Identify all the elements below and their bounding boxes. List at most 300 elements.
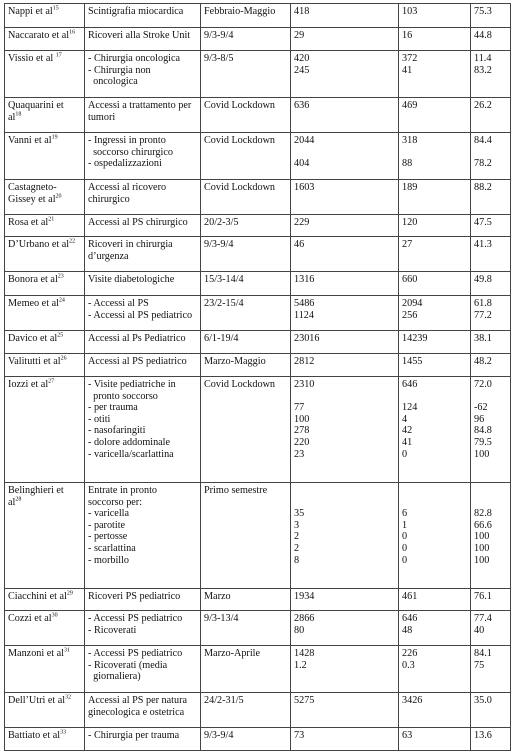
author-cell	[5, 215, 85, 237]
author-cell	[5, 331, 85, 354]
percent-change-cell	[471, 98, 511, 133]
cell-line: 41.3	[474, 239, 492, 250]
cell-line: - Ingressi in pronto	[88, 135, 166, 146]
author-cell	[5, 611, 85, 646]
cell-line: Covid Lockdown	[204, 100, 276, 111]
cell-line: d’urgenza	[88, 250, 129, 262]
cell-line: 79.5	[474, 436, 492, 448]
table-row	[5, 483, 511, 589]
reference-number: 16	[69, 29, 76, 36]
cell-line: 72.0	[474, 379, 492, 390]
cell-line: 61.8	[474, 298, 492, 309]
reference-number: 18	[15, 111, 22, 118]
count-after-cell	[399, 28, 471, 51]
description-cell	[85, 237, 201, 272]
reference-number: 30	[51, 612, 58, 619]
reference-number: 23	[57, 273, 64, 280]
cell-line: 2094	[402, 298, 423, 309]
cell-line: 0	[402, 448, 408, 460]
period-cell	[201, 296, 291, 331]
cell-line	[402, 485, 467, 497]
period-cell	[201, 133, 291, 180]
count-after-cell	[399, 237, 471, 272]
author-text: Naccarato et al	[8, 30, 70, 41]
cell-line: 229	[294, 217, 310, 228]
reference-number: 25	[57, 332, 64, 339]
cell-line: 100	[474, 531, 490, 543]
author-cell	[5, 377, 85, 483]
count-after-cell	[399, 611, 471, 646]
table-row	[5, 215, 511, 237]
count-after-cell	[399, 589, 471, 611]
cell-line: ginecologica e ostetrica	[88, 706, 185, 718]
table-row	[5, 4, 511, 28]
cell-line: 96	[474, 413, 485, 425]
description-cell	[85, 51, 201, 98]
cell-line: Accessi a trattamento per	[88, 100, 192, 111]
description-cell	[85, 331, 201, 354]
cell-line: 461	[402, 591, 418, 602]
cell-line: 1428	[294, 648, 315, 659]
period-cell	[201, 693, 291, 728]
cell-line: 2	[294, 531, 300, 543]
count-before-cell	[291, 611, 399, 646]
cell-line: - dolore addominale	[88, 436, 171, 448]
count-before-cell	[291, 51, 399, 98]
cell-line: 49.8	[474, 274, 492, 285]
cell-line: 100	[294, 413, 310, 425]
cell-line: 120	[402, 217, 418, 228]
percent-change-cell	[471, 483, 511, 589]
description-cell	[85, 272, 201, 296]
period-cell	[201, 28, 291, 51]
description-cell	[85, 133, 201, 180]
table-row	[5, 180, 511, 215]
period-cell	[201, 483, 291, 589]
cell-line: Scintigrafia miocardica	[88, 6, 184, 17]
cell-line: tumori	[88, 111, 116, 123]
cell-line: 4	[402, 413, 408, 425]
period-cell	[201, 354, 291, 377]
reference-number: 28	[15, 496, 22, 503]
cell-line: -62	[474, 402, 488, 414]
cell-line: 77.4	[474, 613, 492, 624]
cell-line	[294, 147, 395, 159]
author-text: Gissey et al	[8, 193, 56, 205]
cell-line: - parotite	[88, 519, 126, 531]
cell-line: 27	[402, 239, 413, 250]
author-text: Cozzi et al	[8, 613, 52, 624]
cell-line: 20/2-3/5	[204, 217, 239, 228]
cell-line: Ricoveri alla Stroke Unit	[88, 30, 191, 41]
count-before-cell	[291, 4, 399, 28]
cell-line: 2812	[294, 356, 315, 367]
percent-change-cell	[471, 133, 511, 180]
cell-line: 84.8	[474, 425, 492, 437]
count-before-cell	[291, 98, 399, 133]
cell-line: - Ricoverati	[88, 624, 137, 636]
cell-line: 2044	[294, 135, 315, 146]
table-row	[5, 589, 511, 611]
cell-line: 278	[294, 425, 310, 437]
cell-line: 1603	[294, 182, 315, 193]
cell-line: 100	[474, 448, 490, 460]
cell-line: Entrate in pronto	[88, 485, 158, 496]
percent-change-cell	[471, 611, 511, 646]
description-cell	[85, 611, 201, 646]
cell-line: - Accessi al PS	[88, 298, 149, 309]
count-before-cell	[291, 331, 399, 354]
cell-line: 100	[474, 554, 490, 566]
cell-line: - Chirurgia per trauma	[88, 730, 180, 741]
count-before-cell	[291, 133, 399, 180]
percent-change-cell	[471, 354, 511, 377]
period-cell	[201, 646, 291, 693]
cell-line: - pertosse	[88, 531, 128, 543]
author-cell	[5, 28, 85, 51]
period-cell	[201, 377, 291, 483]
cell-line: 220	[294, 436, 310, 448]
percent-change-cell	[471, 589, 511, 611]
percent-change-cell	[471, 237, 511, 272]
cell-line: 40	[474, 624, 485, 636]
table-row	[5, 377, 511, 483]
cell-line: 9/3-8/5	[204, 53, 234, 64]
cell-line: Febbraio-Maggio	[204, 6, 276, 17]
table-row	[5, 272, 511, 296]
cell-line: 6/1-19/4	[204, 333, 239, 344]
cell-line: soccorso per:	[88, 496, 143, 508]
cell-line: Visite diabetologiche	[88, 274, 175, 285]
cell-line: 13.6	[474, 730, 492, 741]
period-cell	[201, 215, 291, 237]
cell-line: giornaliera)	[88, 671, 141, 683]
author-text: Quaquarini et	[8, 100, 64, 111]
percent-change-cell	[471, 377, 511, 483]
cell-line: 0.3	[402, 659, 415, 671]
reference-number: 19	[51, 134, 58, 141]
reference-number: 15	[52, 5, 59, 12]
count-after-cell	[399, 331, 471, 354]
cell-line: 14239	[402, 333, 428, 344]
cell-line: - Accessi al PS pediatrico	[88, 309, 193, 321]
cell-line: 29	[294, 30, 305, 41]
cell-line: 11.4	[474, 53, 492, 64]
cell-line: chirurgico	[88, 193, 130, 205]
author-cell	[5, 180, 85, 215]
count-after-cell	[399, 272, 471, 296]
cell-line: - Chirurgia non	[88, 64, 151, 76]
reference-number: 32	[65, 694, 72, 701]
cell-line: Marzo	[204, 591, 231, 602]
author-cell	[5, 483, 85, 589]
table-row	[5, 728, 511, 751]
reference-number: 20	[55, 193, 62, 200]
cell-line: 9/3-9/4	[204, 730, 234, 741]
author-cell	[5, 646, 85, 693]
cell-line: - morbillo	[88, 554, 130, 566]
percent-change-cell	[471, 180, 511, 215]
author-cell	[5, 354, 85, 377]
cell-line: - varicella	[88, 508, 130, 520]
cell-line: soccorso chirurgico	[88, 146, 173, 158]
cell-line: 23	[294, 448, 305, 460]
percent-change-cell	[471, 728, 511, 751]
description-cell	[85, 98, 201, 133]
percent-change-cell	[471, 693, 511, 728]
author-text: Vanni et al	[8, 135, 52, 146]
author-cell	[5, 693, 85, 728]
count-before-cell	[291, 237, 399, 272]
description-cell	[85, 646, 201, 693]
percent-change-cell	[471, 215, 511, 237]
cell-line: - ospedalizzazioni	[88, 158, 162, 170]
cell-line: 26.2	[474, 100, 492, 111]
cell-line: - per trauma	[88, 402, 138, 414]
cell-line: - Chirurgia oncologica	[88, 53, 181, 64]
period-cell	[201, 272, 291, 296]
cell-line	[474, 391, 507, 403]
cell-line: - Accessi PS pediatrico	[88, 613, 183, 624]
cell-line: 9/3-13/4	[204, 613, 239, 624]
cell-line: 189	[402, 182, 418, 193]
cell-line: 80	[294, 624, 305, 636]
cell-line: - Visite pediatriche in	[88, 379, 176, 390]
cell-line	[474, 485, 507, 497]
count-after-cell	[399, 133, 471, 180]
author-text: Davico et al	[8, 333, 58, 344]
cell-line	[474, 497, 507, 509]
table-row	[5, 354, 511, 377]
period-cell	[201, 728, 291, 751]
cell-line: 77.2	[474, 309, 492, 321]
cell-line: 100	[474, 542, 490, 554]
cell-line: 41	[402, 64, 413, 76]
cell-line: 73	[294, 730, 305, 741]
count-before-cell	[291, 483, 399, 589]
period-cell	[201, 611, 291, 646]
description-cell	[85, 215, 201, 237]
cell-line: 6	[402, 508, 408, 520]
cell-line	[294, 391, 395, 403]
count-before-cell	[291, 589, 399, 611]
cell-line: 3	[294, 519, 300, 531]
description-cell	[85, 180, 201, 215]
cell-line: - Accessi PS pediatrico	[88, 648, 183, 659]
count-before-cell	[291, 728, 399, 751]
table-row	[5, 296, 511, 331]
count-after-cell	[399, 483, 471, 589]
cell-line: 9/3-9/4	[204, 239, 234, 250]
cell-line: 245	[294, 64, 310, 76]
cell-line: pronto soccorso	[88, 390, 158, 402]
count-before-cell	[291, 28, 399, 51]
cell-line: Accessi al PS per natura	[88, 695, 188, 706]
cell-line: 1	[402, 519, 408, 531]
count-before-cell	[291, 646, 399, 693]
author-cell	[5, 133, 85, 180]
count-before-cell	[291, 354, 399, 377]
cell-line: - nasofaringiti	[88, 425, 146, 437]
cell-line: 41	[402, 436, 413, 448]
reference-number: 27	[48, 378, 55, 385]
author-text: Ciacchini et al	[8, 591, 67, 602]
count-before-cell	[291, 296, 399, 331]
author-text: al	[8, 111, 16, 123]
cell-line: Covid Lockdown	[204, 135, 276, 146]
cell-line: 660	[402, 274, 418, 285]
cell-line: 2	[294, 542, 300, 554]
count-after-cell	[399, 646, 471, 693]
author-cell	[5, 589, 85, 611]
count-before-cell	[291, 215, 399, 237]
table-row	[5, 646, 511, 693]
period-cell	[201, 589, 291, 611]
percent-change-cell	[471, 272, 511, 296]
table-row	[5, 98, 511, 133]
percent-change-cell	[471, 28, 511, 51]
author-text: Nappi et al	[8, 6, 53, 17]
cell-line: 77	[294, 402, 305, 414]
percent-change-cell	[471, 331, 511, 354]
cell-line: 44.8	[474, 30, 492, 41]
reference-number: 31	[64, 647, 71, 654]
author-text: Belinghieri et	[8, 485, 64, 496]
author-cell	[5, 296, 85, 331]
period-cell	[201, 180, 291, 215]
period-cell	[201, 98, 291, 133]
cell-line: 47.5	[474, 217, 492, 228]
cell-line: 318	[402, 135, 418, 146]
cell-line: Covid Lockdown	[204, 182, 276, 193]
cell-line: 23/2-15/4	[204, 298, 244, 309]
author-cell	[5, 728, 85, 751]
cell-line: 83.2	[474, 64, 492, 76]
cell-line: Ricoveri PS pediatrico	[88, 591, 181, 602]
cell-line: 0	[402, 554, 408, 566]
count-after-cell	[399, 98, 471, 133]
count-before-cell	[291, 377, 399, 483]
cell-line: 38.1	[474, 333, 492, 344]
cell-line: 23016	[294, 333, 320, 344]
studies-table-body	[5, 4, 511, 751]
cell-line: Primo semestre	[204, 485, 268, 496]
author-cell	[5, 272, 85, 296]
author-text: al	[8, 496, 16, 508]
period-cell	[201, 331, 291, 354]
cell-line: 63	[402, 730, 413, 741]
reference-number: 24	[58, 297, 65, 304]
cell-line: 0	[402, 542, 408, 554]
cell-line: 103	[402, 6, 418, 17]
count-after-cell	[399, 693, 471, 728]
cell-line: 42	[402, 425, 413, 437]
cell-line: 75	[474, 659, 485, 671]
reference-number: 17	[55, 52, 62, 59]
cell-line: 84.4	[474, 135, 492, 146]
author-cell	[5, 51, 85, 98]
cell-line	[402, 391, 467, 403]
cell-line: 35.0	[474, 695, 492, 706]
count-after-cell	[399, 296, 471, 331]
cell-line: 0	[402, 531, 408, 543]
table-row	[5, 51, 511, 98]
cell-line: 469	[402, 100, 418, 111]
description-cell	[85, 296, 201, 331]
cell-line: - otiti	[88, 413, 111, 425]
cell-line: 24/2-31/5	[204, 695, 244, 706]
author-cell	[5, 4, 85, 28]
cell-line: 1934	[294, 591, 315, 602]
description-cell	[85, 693, 201, 728]
count-after-cell	[399, 215, 471, 237]
cell-line: 5275	[294, 695, 315, 706]
cell-line	[402, 147, 467, 159]
author-text: D’Urbano et al	[8, 239, 70, 250]
cell-line: 82.8	[474, 508, 492, 520]
cell-line: 84.1	[474, 648, 492, 659]
period-cell	[201, 4, 291, 28]
cell-line: 16	[402, 30, 413, 41]
cell-line: 88	[402, 158, 413, 170]
author-text: Castagneto-	[8, 182, 57, 193]
count-before-cell	[291, 272, 399, 296]
cell-line: 78.2	[474, 158, 492, 170]
author-text: Battiato et al	[8, 730, 61, 741]
period-cell	[201, 51, 291, 98]
count-after-cell	[399, 180, 471, 215]
cell-line: 46	[294, 239, 305, 250]
cell-line: 15/3-14/4	[204, 274, 244, 285]
cell-line: Marzo-Maggio	[204, 356, 266, 367]
table-row	[5, 611, 511, 646]
reference-number: 33	[60, 729, 67, 736]
count-before-cell	[291, 693, 399, 728]
author-text: Iozzi et al	[8, 379, 49, 390]
cell-line: Accessi al ricovero	[88, 182, 167, 193]
percent-change-cell	[471, 51, 511, 98]
cell-line: 226	[402, 648, 418, 659]
reference-number: 21	[48, 216, 55, 223]
description-cell	[85, 728, 201, 751]
author-cell	[5, 98, 85, 133]
cell-line: 418	[294, 6, 310, 17]
table-row	[5, 133, 511, 180]
cell-line	[294, 497, 395, 509]
author-text: Valitutti et al	[8, 356, 61, 367]
percent-change-cell	[471, 296, 511, 331]
cell-line: 1316	[294, 274, 315, 285]
table-row	[5, 28, 511, 51]
cell-line	[402, 497, 467, 509]
cell-line	[474, 147, 507, 159]
cell-line: 66.6	[474, 519, 492, 531]
author-text: Dell’Utri et al	[8, 695, 66, 706]
cell-line: 404	[294, 158, 310, 170]
cell-line: - Ricoverati (media	[88, 659, 168, 671]
cell-line: 256	[402, 309, 418, 321]
cell-line: 3426	[402, 695, 423, 706]
period-cell	[201, 237, 291, 272]
count-before-cell	[291, 180, 399, 215]
author-text: Memeo et al	[8, 298, 59, 309]
reference-number: 26	[60, 355, 67, 362]
cell-line: 646	[402, 379, 418, 390]
count-after-cell	[399, 4, 471, 28]
cell-line: - scarlattina	[88, 542, 136, 554]
cell-line: 5486	[294, 298, 315, 309]
cell-line: 124	[402, 402, 418, 414]
